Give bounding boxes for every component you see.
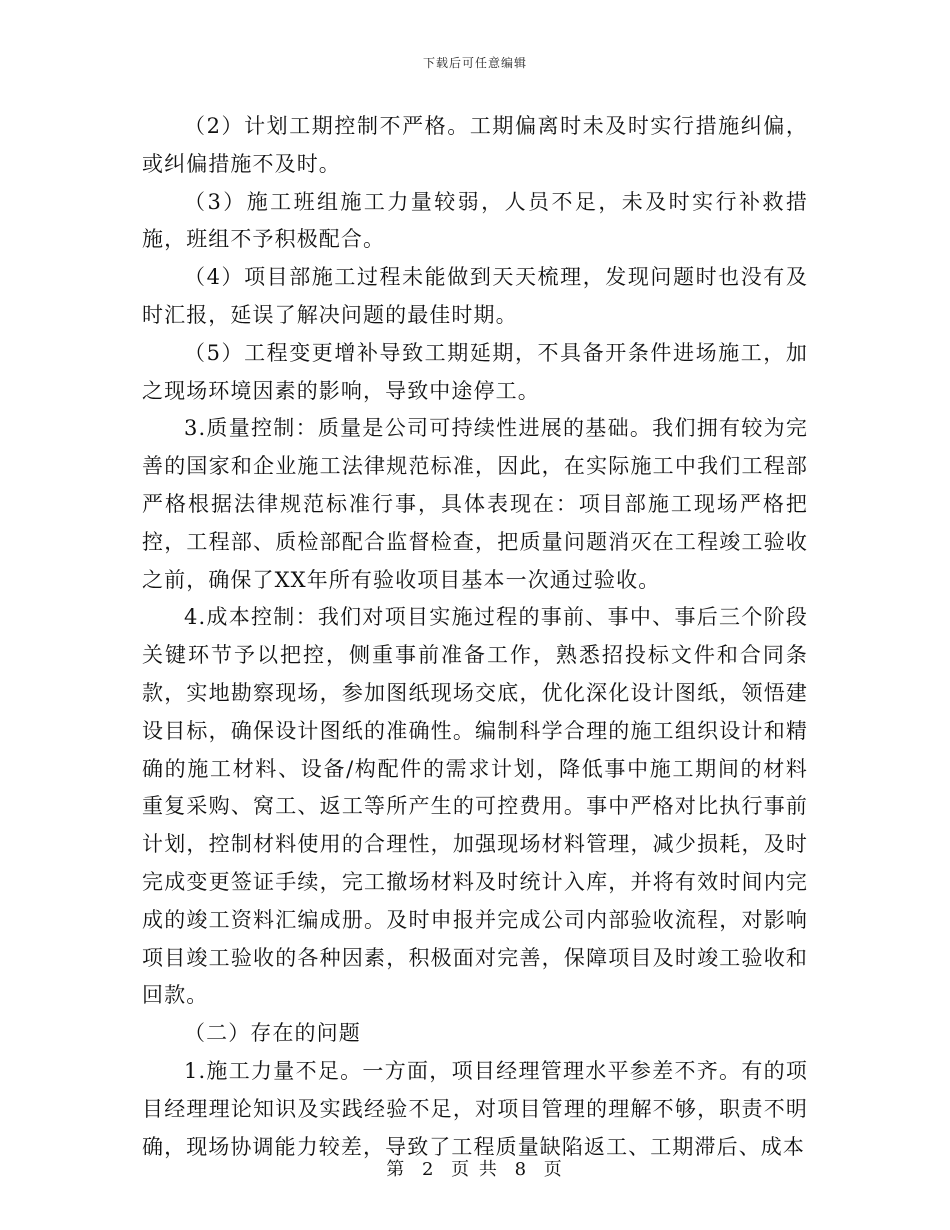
footer-total-pages: 8 [514,1159,529,1180]
paragraph-cost-control: 4.成本控制：我们对项目实施过程的事前、事中、事后三个阶段关键环节予以把控，侧重事前准备工作，熟悉招投标文件和合同条款，实地勘察现场，参加图纸现场交底，优化深化设计图纸，领悟建设目标，确保设计图纸的准确性。编制科学合理的施工组织设计和精确的施工材料、设备/构配件的需求计划，降低事中施工期间的材料重复采购、窝工、返工等所产生的可控费用。事中严格对比执行事前计划，控制材料使用的合理性，加强现场材料管理，减少损耗，及时完成变更签证手续，完工撤场材料及时统计入库，并将有效时间内完成的竣工资料汇编成册。及时申报并完成公司内部验收流程，对影响项目竣工验收的各种因素，积极面对完善，保障项目及时竣工验收和回款。 [142,605,808,1008]
paragraph-quality-control: 3.质量控制：质量是公司可持续性进展的基础。我们拥有较为完善的国家和企业施工法律规范标准，因此，在实际施工中我们工程部严格根据法律规范标准行事，具体表现在：项目部施工现场严格把控，工程部、质检部配合监督检查，把质量问题消灭在工程竣工验收之前，确保了XX年所有验收项目基本一次通过验收。 [142,416,808,592]
paragraph-team-strength: （3）施工班组施工力量较弱，人员不足，未及时实行补救措施，班组不予积极配合。 [142,189,808,252]
section-heading-problems: （二）存在的问题 [184,1021,361,1046]
footer-middle: 页 共 [451,1159,499,1180]
paragraph-construction-strength: 1.施工力量不足。一方面，项目经理管理水平参差不齐。有的项目经理理论知识及实践经验不足，对项目管理的理解不够，职责不明确，现场协调能力较差，导致了工程质量缺陷返工、工期滞后、成本 [142,1058,808,1159]
footer-page-number: 2 [421,1159,436,1180]
page-footer [0,1155,950,1181]
paragraph-daily-review: （4）项目部施工过程未能做到天天梳理，发现问题时也没有及时汇报，延误了解决问题的最佳时期。 [142,265,808,327]
paragraph-schedule-control: （2）计划工期控制不严格。工期偏离时未及时实行措施纠偏，或纠偏措施不及时。 [142,114,808,176]
paragraph-change-delay: （5）工程变更增补导致工期延期，不具备开条件进场施工，加之现场环境因素的影响，导致中途停工。 [142,340,808,403]
document-body [142,108,808,1166]
page-header: 下载后可任意编辑 [422,56,527,70]
footer-suffix: 页 [543,1159,564,1180]
footer-prefix: 第 [386,1159,407,1180]
